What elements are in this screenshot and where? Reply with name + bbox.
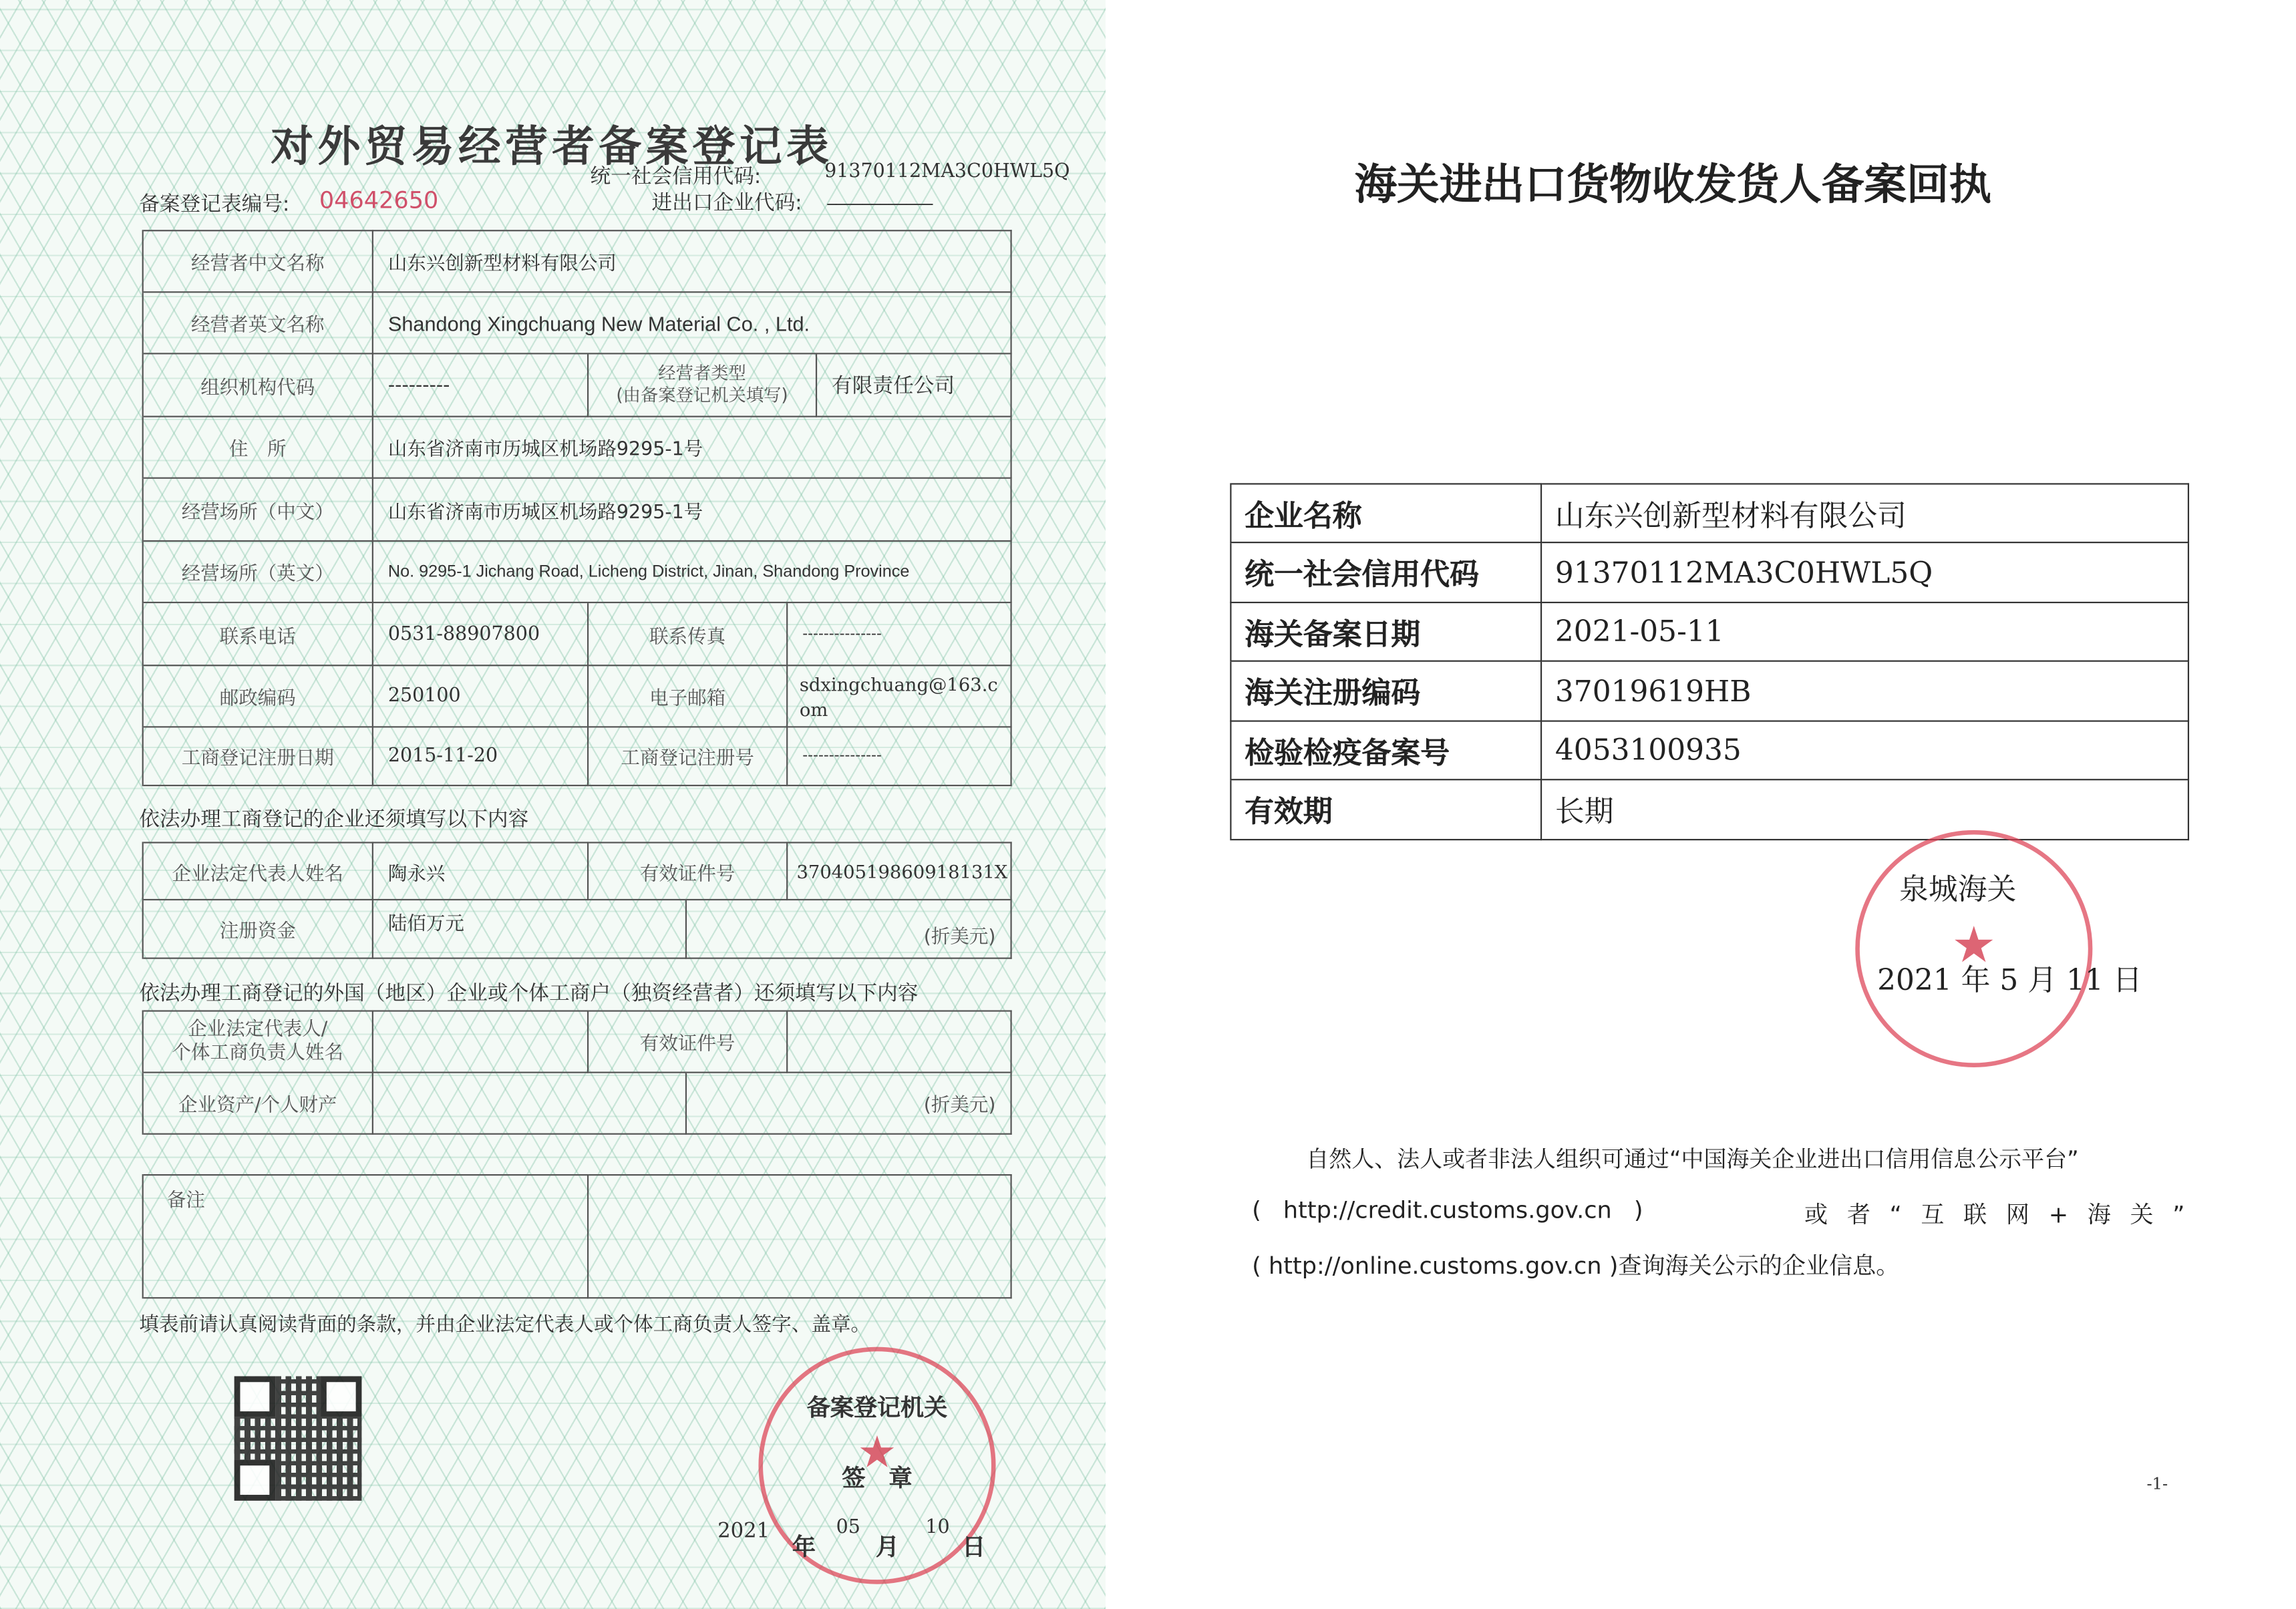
ie-code-label: 进出口企业代码: [651, 192, 802, 216]
receipt-title: 海关进出口货物收发货人备案回执 [1354, 159, 1992, 210]
label: 工商登记注册号 [589, 727, 788, 786]
date-day: 10 [925, 1516, 950, 1539]
org-code: --------- [373, 354, 589, 417]
receipt-value: 37019619HB [1542, 661, 2189, 721]
label: 工商登记注册日期 [144, 727, 373, 786]
row-cn-name [142, 230, 1012, 293]
receipt-value: 4053100935 [1542, 720, 2189, 780]
row-place-cn [142, 479, 1012, 542]
row-place-en [142, 542, 1012, 603]
receipt-value: 长期 [1542, 779, 2189, 840]
star-icon: ★ [857, 1427, 897, 1479]
address: 山东省济南市历城区机场路9295-1号 [373, 417, 1012, 479]
receipt-value: 91370112MA3C0HWL5Q [1542, 542, 2189, 602]
row-en-name [142, 293, 1012, 354]
row-legal-rep [142, 842, 1012, 900]
online-link[interactable]: ( http://online.customs.gov.cn ) [1252, 1252, 1619, 1280]
section-heading: 依法办理工商登记的外国（地区）企业或个体工商户（独资经营者）还须填写以下内容 [139, 982, 919, 1006]
cn-name: 山东兴创新型材料有限公司 [373, 230, 1012, 293]
receipt-label: 企业名称 [1231, 483, 1542, 543]
receipt-row [1230, 779, 2189, 840]
row-org-code [142, 354, 1012, 417]
receipt-date: 2021 年 5 月 11 日 [1877, 962, 2142, 997]
place-en: No. 9295-1 Jichang Road, Licheng District, Jinan, Shandong Province [373, 542, 1012, 603]
usd-note: (折美元) [687, 1073, 1012, 1135]
en-name: Shandong Xingchuang New Material Co. , Ltd. [373, 293, 1012, 354]
capital: 陆佰万元 [373, 900, 687, 959]
date-unit: 月 [875, 1533, 899, 1561]
qr-code [234, 1376, 362, 1500]
receipt-row [1230, 661, 2189, 721]
receipt-row [1230, 720, 2189, 780]
label: 经营场所（中文） [144, 479, 373, 542]
zip: 250100 [373, 666, 589, 727]
credit-link[interactable]: ( http://credit.customs.gov.cn ) [1252, 1196, 1643, 1224]
label: 邮政编码 [144, 666, 373, 727]
assets-value [373, 1073, 687, 1135]
seal-label: 备案登记机关 [806, 1393, 948, 1422]
info-line [1252, 1248, 1899, 1281]
label: 企业资产/个人财产 [144, 1073, 373, 1135]
row-assets [142, 1073, 1012, 1135]
label-line: 企业法定代表人/ [188, 1018, 328, 1041]
legal-rep: 陶永兴 [373, 842, 589, 900]
label-sub: (由备案登记机关填写) [616, 385, 788, 406]
form-no-label: 备案登记表编号: [139, 193, 290, 217]
date-unit: 年 [792, 1533, 816, 1561]
receipt-value: 山东兴创新型材料有限公司 [1542, 483, 2189, 543]
label: 住 所 [144, 417, 373, 479]
form-no: 04642650 [319, 186, 439, 214]
operator-type: 有限责任公司 [817, 354, 1012, 417]
info-line [1252, 1196, 2184, 1230]
row-remarks [142, 1174, 1012, 1298]
label: 联系电话 [144, 603, 373, 666]
label: 注册资金 [144, 900, 373, 959]
seal-label: 签 章 [842, 1464, 913, 1492]
page-number: -1- [2146, 1474, 2168, 1493]
row-zip [142, 666, 1012, 727]
receipt-label: 海关注册编码 [1231, 661, 1542, 721]
row-reg-date [142, 727, 1012, 786]
customs-office: 泉城海关 [1899, 871, 2017, 906]
credit-code-label: 统一社会信用代码: [590, 165, 762, 189]
date-year: 2021 [717, 1519, 770, 1544]
remarks-label: 备注 [144, 1174, 589, 1298]
info-text: 查询海关公示的企业信息。 [1618, 1252, 1900, 1280]
credit-code: 91370112MA3C0HWL5Q [824, 161, 1070, 183]
ie-code: ____________ [827, 184, 933, 205]
foreign-id-value [788, 1010, 1011, 1073]
info-text: 自然人、法人或者非法人组织可通过“中国海关企业进出口信用信息公示平台” [1306, 1146, 2079, 1173]
reg-no: --------------- [788, 727, 1011, 786]
remarks-value [589, 1174, 1011, 1298]
receipt-row [1230, 602, 2189, 662]
type-label [589, 354, 817, 417]
receipt-row [1230, 542, 2189, 602]
reg-date: 2015-11-20 [373, 727, 589, 786]
foreign-rep-value [373, 1010, 589, 1073]
place-cn: 山东省济南市历城区机场路9295-1号 [373, 479, 1012, 542]
label: 电子邮箱 [589, 666, 788, 727]
section-heading: 依法办理工商登记的企业还须填写以下内容 [139, 808, 529, 832]
label: 有效证件号 [589, 842, 788, 900]
label: 企业法定代表人姓名 [144, 842, 373, 900]
receipt-label: 海关备案日期 [1231, 602, 1542, 662]
date-unit: 日 [962, 1533, 986, 1561]
label: 经营者中文名称 [144, 230, 373, 293]
label-line: 个体工商负责人姓名 [172, 1041, 344, 1064]
star-icon: ★ [1951, 916, 1997, 975]
row-foreign-rep [142, 1010, 1012, 1073]
date-month: 05 [836, 1516, 860, 1539]
id-number: 37040519860918131X [788, 842, 1011, 900]
label [144, 1010, 373, 1073]
receipt-label: 检验检疫备案号 [1231, 720, 1542, 780]
usd-note: (折美元) [687, 900, 1012, 959]
email: sdxingchuang@163.com [788, 666, 1011, 727]
label: 有效证件号 [589, 1010, 788, 1073]
receipt-value: 2021-05-11 [1542, 602, 2189, 662]
label: 经营场所（英文） [144, 542, 373, 603]
row-phone [142, 603, 1012, 666]
row-address [142, 417, 1012, 479]
footer-note: 填表前请认真阅读背面的条款，并由企业法定代表人或个体工商负责人签字、盖章。 [139, 1313, 871, 1337]
form-title: 对外贸易经营者备案登记表 [271, 121, 834, 172]
info-text: 或 者 “ 互 联 网 + 海 关 ” [1804, 1200, 2185, 1229]
fax: --------------- [788, 603, 1011, 666]
label: 经营者类型 [658, 363, 746, 384]
row-capital [142, 900, 1012, 959]
phone: 0531-88907800 [373, 603, 589, 666]
receipt-label: 统一社会信用代码 [1231, 542, 1542, 602]
trade-operator-registration-form [0, 0, 1106, 1609]
receipt-row [1230, 483, 2189, 543]
receipt-label: 有效期 [1231, 779, 1542, 840]
label: 联系传真 [589, 603, 788, 666]
label: 组织机构代码 [144, 354, 373, 417]
label: 经营者英文名称 [144, 293, 373, 354]
